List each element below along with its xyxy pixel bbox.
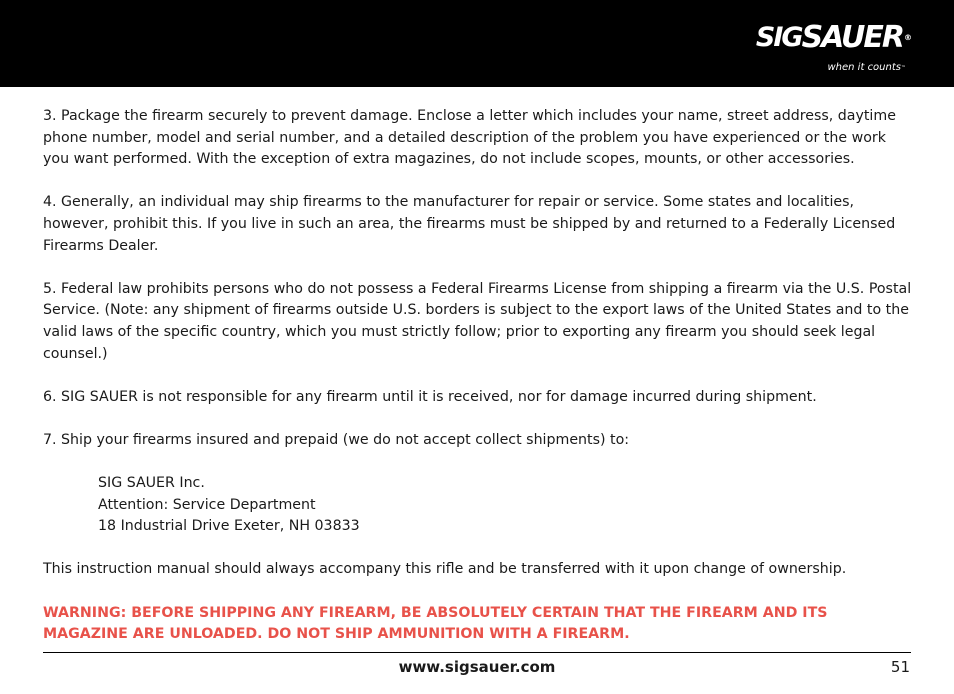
address-line-attention: Attention: Service Department <box>98 496 316 513</box>
tagline-text: when it counts <box>827 62 901 73</box>
logo-sauer-text: SAUER <box>801 20 903 55</box>
tagline-trademark: ™ <box>901 65 906 71</box>
paragraph-item-6: 6. SIG SAUER is not responsible for any firearm until it is received, nor for damage incurred during shipment. <box>43 388 817 405</box>
paragraph-item-3: 3. Package the firearm securely to prevent damage. Enclose a letter which includes your name, street address, daytime phone number, model and serial number, and a detailed description of the problem you have experienced or the work you want performed. With the exception of extra magazines, do not include scopes, mounts, or other accessories. <box>43 108 896 168</box>
address-line-company: SIG SAUER Inc. <box>98 475 205 492</box>
logo-registered-mark: ® <box>904 33 912 42</box>
shipping-address <box>98 473 913 538</box>
page-content <box>43 106 913 667</box>
paragraph-item-7: 7. Ship your firearms insured and prepaid (we do not accept collect shipments) to: <box>43 431 630 448</box>
footer-website-link[interactable]: www.sigsauer.com <box>398 658 556 676</box>
paragraph-item-4: 4. Generally, an individual may ship firearms to the manufacturer for repair or service. Some states and localities, however, prohibit this. If you live in such an area, the firearms must be shipped by and returned to a Federally Licensed Firearms Dealer. <box>43 194 896 254</box>
warning-text: WARNING: BEFORE SHIPPING ANY FIREARM, BE ABSOLUTELY CERTAIN THAT THE FIREARM AND ITS MAGAZINE ARE UNLOADED. DO NOT SHIP AMMUNITION WITH A FIREARM. <box>43 604 828 643</box>
logo-wordmark <box>756 22 912 54</box>
footer-divider <box>43 652 911 653</box>
logo-tagline <box>828 62 907 74</box>
paragraph-manual-note: This instruction manual should always accompany this rifle and be transferred with it upon change of ownership. <box>43 561 847 578</box>
logo-sig-text: SIG <box>755 22 802 53</box>
address-line-street: 18 Industrial Drive Exeter, NH 03833 <box>98 518 360 535</box>
paragraph-item-5: 5. Federal law prohibits persons who do not possess a Federal Firearms License from shipping a firearm via the U.S. Postal Service. (Note: any shipment of firearms outside U.S. borders is subject to the export laws of the United States and to the valid laws of the specific country, which you must strictly follow; prior to exporting any firearm you should seek legal counsel.) <box>43 280 912 362</box>
page-number: 51 <box>890 658 910 676</box>
header-bar <box>0 0 954 87</box>
sig-sauer-logo <box>755 20 912 78</box>
